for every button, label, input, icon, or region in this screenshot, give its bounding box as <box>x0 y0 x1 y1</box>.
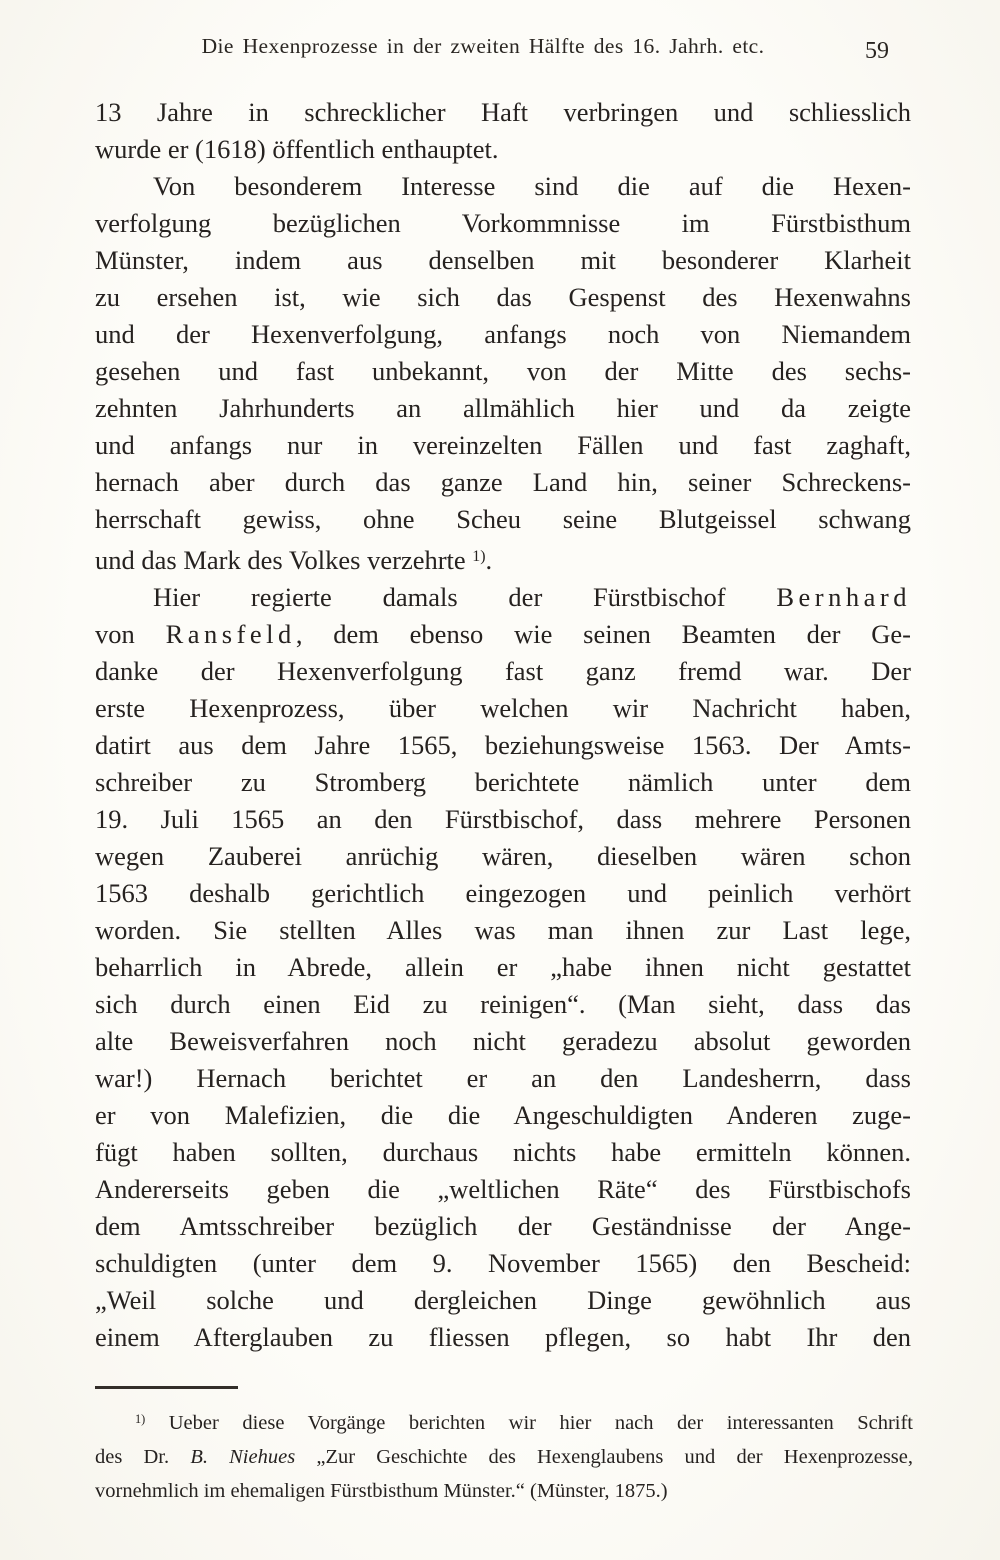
paragraph <box>95 579 911 1356</box>
text-segment: Münster, indem aus denselben mit besonderer Klarheit <box>95 245 911 275</box>
footnote-separator-rule <box>95 1386 238 1389</box>
text-segment: datirt aus dem Jahre 1565, beziehungsweise 1563. Der Amts- <box>95 730 911 760</box>
text-line <box>95 538 911 579</box>
body-text <box>95 94 911 1356</box>
text-line <box>95 653 911 690</box>
text-line <box>95 1134 911 1171</box>
text-line <box>95 690 911 727</box>
text-segment: von <box>95 619 166 649</box>
text-line <box>95 1474 913 1508</box>
text-line <box>95 986 911 1023</box>
text-line <box>95 131 911 168</box>
text-segment: 19. Juli 1565 an den Fürstbischof, dass mehrere Personen <box>95 804 911 834</box>
text-segment: sich durch einen Eid zu reinigen“. (Man sieht, dass das <box>95 989 911 1019</box>
text-line <box>95 1208 911 1245</box>
running-title: Die Hexenprozesse in der zweiten Hälfte des 16. Jahrh. etc. <box>201 34 765 58</box>
footnote-marker: 1) <box>472 548 486 565</box>
text-segment: war!) Hernach berichtet er an den Landesherrn, dass <box>95 1063 911 1093</box>
text-segment: zu ersehen ist, wie sich das Gespenst des Hexenwahns <box>95 282 911 312</box>
text-segment: Ueber diese Vorgänge berichten wir hier nach der interessanten Schrift <box>145 1412 913 1434</box>
text-line <box>95 427 911 464</box>
text-line <box>95 838 911 875</box>
text-line <box>95 1440 913 1474</box>
paragraph <box>95 168 911 579</box>
text-line <box>95 501 911 538</box>
text-segment: danke der Hexenverfolgung fast ganz fremd war. Der <box>95 656 911 686</box>
text-line <box>95 94 911 131</box>
text-line <box>95 912 911 949</box>
text-segment: vornehmlich im ehemaligen Fürstbisthum Münster.“ (Münster, 1875.) <box>95 1480 668 1502</box>
text-line <box>95 390 911 427</box>
text-segment: Hier regierte damals der Fürstbischof <box>153 582 777 612</box>
text-line <box>95 1282 911 1319</box>
text-segment: herrschaft gewiss, ohne Scheu seine Blutgeissel schwang <box>95 504 911 534</box>
text-segment: 13 Jahre in schrecklicher Haft verbringen und schliesslich <box>95 97 911 127</box>
text-segment: verfolgung bezüglichen Vorkommnisse im Fürstbisthum <box>95 208 911 238</box>
text-segment: Ransfeld <box>165 619 296 649</box>
text-line <box>95 205 911 242</box>
text-segment: und das Mark des Volkes verzehrte <box>95 545 473 575</box>
text-segment: B. Niehues <box>190 1446 296 1468</box>
text-segment: schreiber zu Stromberg berichtete nämlich unter dem <box>95 767 911 797</box>
text-segment: zehnten Jahrhunderts an allmählich hier und da zeigte <box>95 393 911 423</box>
text-line <box>95 1402 913 1440</box>
text-segment: „Weil solche und dergleichen Dinge gewöhnlich aus <box>95 1285 911 1315</box>
text-line <box>95 1171 911 1208</box>
text-line <box>95 242 911 279</box>
text-segment: wegen Zauberei anrüchig wären, dieselben wären schon <box>95 841 911 871</box>
text-line <box>95 353 911 390</box>
text-segment: , dem ebenso wie seinen Beamten der Ge- <box>295 619 912 649</box>
text-segment: schuldigten (unter dem 9. November 1565) den Bescheid: <box>95 1248 911 1278</box>
text-line <box>95 1060 911 1097</box>
text-segment: . <box>485 545 493 575</box>
text-line <box>95 1245 911 1282</box>
text-line <box>95 801 911 838</box>
text-segment: einem Afterglauben zu fliessen pflegen, so habt Ihr den <box>95 1322 911 1352</box>
paragraph <box>95 94 911 168</box>
text-segment: gesehen und fast unbekannt, von der Mitte des sechs- <box>95 356 911 386</box>
text-line <box>95 464 911 501</box>
page-header <box>95 30 911 72</box>
text-segment: worden. Sie stellten Alles was man ihnen zur Last lege, <box>95 915 911 945</box>
text-line <box>95 727 911 764</box>
text-segment: hernach aber durch das ganze Land hin, seiner Schreckens- <box>95 467 911 497</box>
text-segment: beharrlich in Abrede, allein er „habe ihnen nicht gestattet <box>95 952 911 982</box>
text-segment: erste Hexenprozess, über welchen wir Nachricht haben, <box>95 693 911 723</box>
page-number: 59 <box>865 38 889 64</box>
text-line <box>95 949 911 986</box>
text-line <box>95 764 911 801</box>
text-line <box>95 279 911 316</box>
text-segment: Bernhard <box>776 582 911 612</box>
text-line <box>95 1023 911 1060</box>
text-segment: alte Beweisverfahren noch nicht geradezu absolut geworden <box>95 1026 911 1056</box>
text-line <box>95 616 911 653</box>
text-line <box>95 875 911 912</box>
text-line <box>95 579 911 616</box>
text-segment: Von besonderem Interesse sind die auf die Hexen- <box>153 171 911 201</box>
text-line <box>95 1319 911 1356</box>
text-segment: und der Hexenverfolgung, anfangs noch von Niemandem <box>95 319 911 349</box>
text-line <box>95 1097 911 1134</box>
text-segment: fügt haben sollten, durchaus nichts habe ermitteln können. <box>95 1137 911 1167</box>
footnote-marker: 1) <box>135 1412 146 1426</box>
text-segment: wurde er (1618) öffentlich enthauptet. <box>95 134 499 164</box>
text-segment: 1563 deshalb gerichtlich eingezogen und peinlich verhört <box>95 878 911 908</box>
text-segment: Andererseits geben die „weltlichen Räte“ des Fürstbischofs <box>95 1174 911 1204</box>
footnote <box>95 1402 913 1508</box>
text-segment: dem Amtsschreiber bezüglich der Geständnisse der Ange- <box>95 1211 911 1241</box>
text-segment: er von Malefizien, die die Angeschuldigten Anderen zuge- <box>95 1100 911 1130</box>
text-segment: „Zur Geschichte des Hexenglaubens und der Hexenprozesse, <box>295 1446 913 1468</box>
text-segment: des Dr. <box>95 1446 191 1468</box>
text-line <box>95 168 911 205</box>
text-line <box>95 316 911 353</box>
text-segment: und anfangs nur in vereinzelten Fällen und fast zaghaft, <box>95 430 911 460</box>
